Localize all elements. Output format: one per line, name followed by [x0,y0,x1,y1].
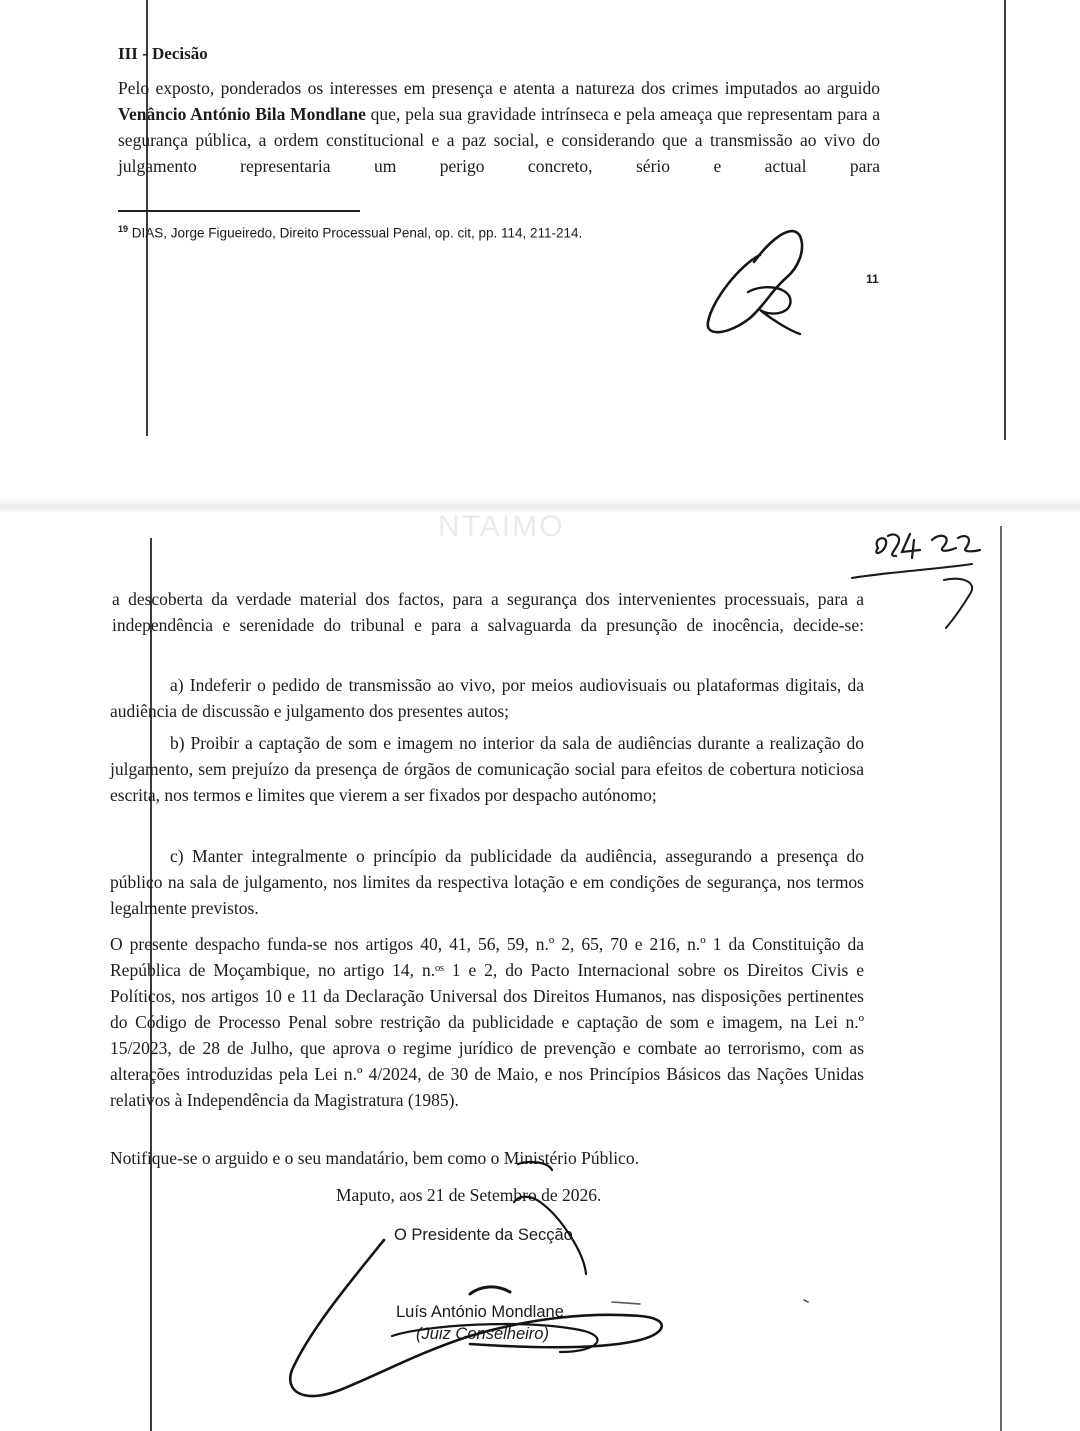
document-page-top [0,0,1080,440]
signer-role: O Presidente da Secção [394,1226,573,1244]
footnote [118,224,582,241]
paragraph-intro: Pelo exposto, ponderados os interesses em presença e atenta a natureza dos crimes imputados ao arguido [118,78,880,98]
watermark: NTAIMO [438,510,565,543]
decision-item-b [110,730,864,808]
initials-signature [0,0,1080,440]
right-page-edge-line [1004,0,1006,440]
left-margin-line [146,0,148,436]
legal-basis-text: O presente despacho funda-se nos artigos 40, 41, 56, 59, n.º 2, 65, 70 e 216, n.º 1 da Constituição da República de Moçambique, no artigo 14, n.ᵒˢ 1 e 2, do Pacto Internacional sobre os Direitos Civis e Políticos, nos artigos 10 e 11 da Declaração Universal dos Direitos Humanos, nas disposições pertinentes do Código de Processo Penal sobre restrição da publicidade e captação de som e imagem, na Lei n.º 15/2023, de 28 de Julho, que aprova o regime jurídico de prevenção e combate ao terrorismo, com as alterações introduzidas pela Lei n.º 4/2024, de 30 de Maio, e nos Princípios Básicos das Nações Unidas relativos à Independência da Magistratura (1985). [110,934,864,1110]
item-b-text: b) Proibir a captação de som e imagem no interior da sala de audiências durante a realização do julgamento, sem prejuízo da presença de órgãos de comunicação social para efeitos de cobertura noticiosa escrita, nos termos e limites que vierem a ser fixados por despacho autónomo; [110,733,864,805]
place-date-text: Maputo, aos 21 de Setembro de 2026. [336,1185,602,1205]
decision-item-a [110,672,864,724]
footnote-text: DIAS, Jorge Figueiredo, Direito Processual Penal, op. cit, pp. 114, 211-214. [131,225,583,241]
notification-text: Notifique-se o arguido e o seu mandatário, bem como o Ministério Público. [110,1148,639,1168]
item-a-text: a) Indeferir o pedido de transmissão ao vivo, por meios audiovisuais ou plataformas digitais, da audiência de discussão e julgamento dos presentes autos; [110,675,864,721]
place-date [336,1182,736,1208]
footnote-number: 19 [118,224,129,234]
decision-item-c [110,843,864,921]
signer-title: (Juiz Conselheiro) [416,1325,549,1343]
item-c-text: c) Manter integralmente o princípio da publicidade da audiência, assegurando a presença do público na sala de julgamento, nos limites da respectiva lotação e em condições de segurança, nos termos legalmente previstos. [110,846,864,918]
signer-name: Luís António Mondlane [396,1303,564,1321]
right-page-edge-line [1000,526,1002,1431]
defendant-name: Venâncio António Bila Mondlane [118,104,366,124]
page-number: 11 [866,272,879,286]
continuation-paragraph [112,586,864,638]
paragraph-rest: que, pela sua gravidade intrínseca e pela ameaça que representam para a segurança pública, a ordem constitucional e a paz social, e considerando que a transmissão ao vivo do julgamento representaria um perigo concreto, sério e actual para [118,104,880,176]
notification-line [110,1145,864,1171]
footnote-divider [118,210,360,212]
continuation-text: a descoberta da verdade material dos factos, para a segurança dos intervenientes processuais, para a independência e serenidade do tribunal e para a salvaguarda da presunção de inocência, decide-se: [112,589,864,635]
legal-basis-paragraph [110,931,864,1113]
document-page-bottom [0,512,1080,1431]
section-heading: III - Decisão [118,44,208,63]
decision-paragraph [118,75,880,179]
